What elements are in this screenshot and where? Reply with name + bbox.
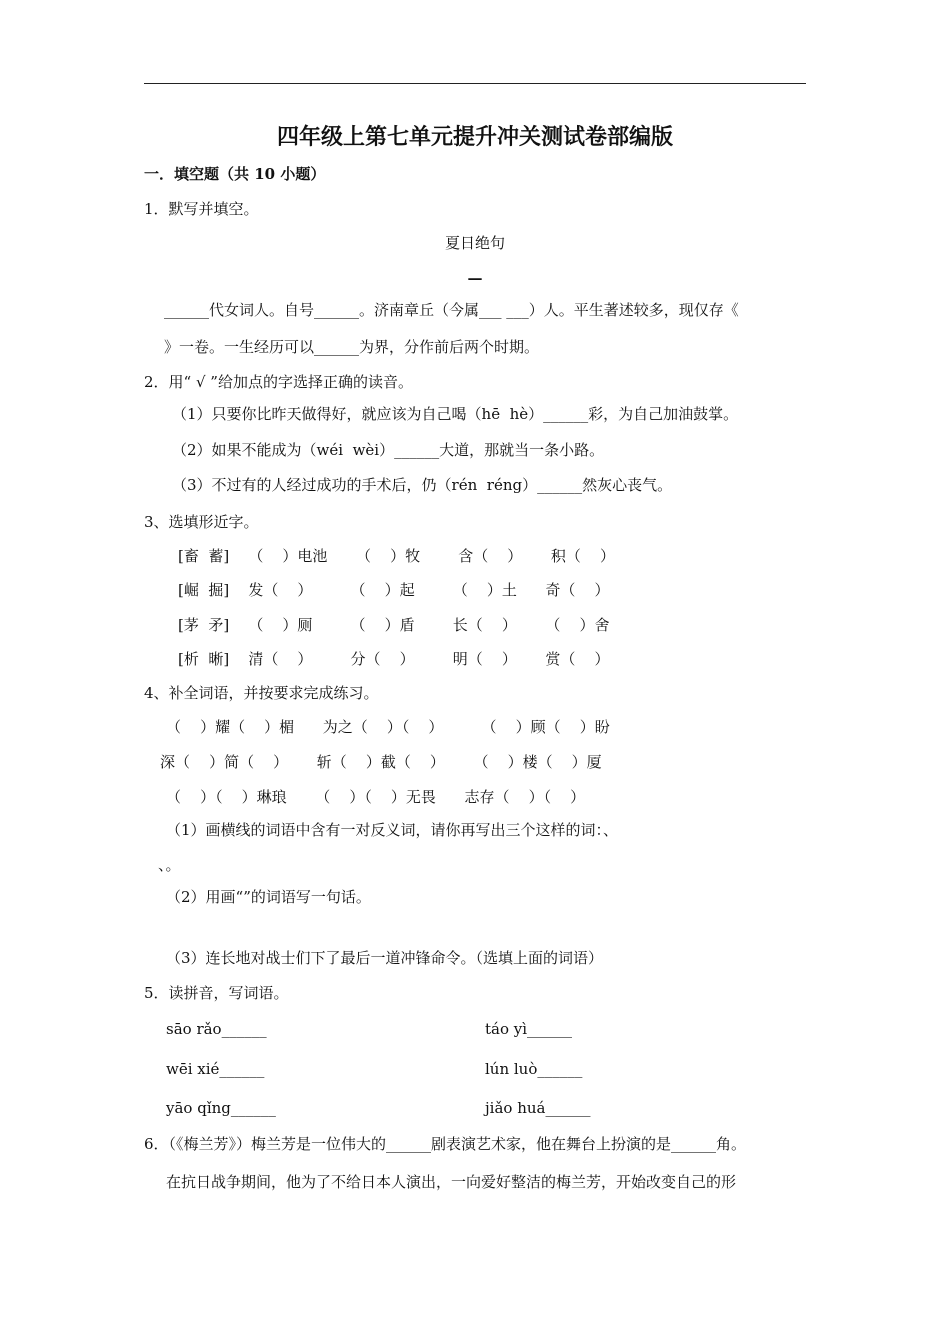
question-2-item-1: （1）只要你比昨天做得好，就应该为自己喝（hē hè）______彩，为自己加油鼓掌。 — [172, 405, 739, 423]
question-4-sub-2: （2）用画“”的词语写一句话。 — [166, 888, 371, 906]
poem-author: — — [467, 269, 483, 287]
document-title: 四年级上第七单元提升冲关测试卷部编版 — [276, 124, 673, 150]
question-2-item-3: （3）不过有的人经过成功的手术后，仍（rén réng）______然灰心丧气。 — [172, 476, 673, 494]
pinyin-item-4: lún luò______ — [485, 1060, 583, 1078]
question-4-sub-1-cont: 、。 — [158, 856, 181, 874]
pinyin-item-2: táo yì______ — [485, 1020, 573, 1038]
pinyin-item-1: sāo rǎo______ — [166, 1020, 267, 1038]
question-4-row-3: （ ）（ ）琳琅 （ ）（ ）无畏 志存（ ）（ ） — [166, 788, 586, 806]
poem-title: 夏日绝句 — [444, 234, 505, 252]
pinyin-item-3: wēi xié______ — [166, 1060, 265, 1078]
question-6-line-2: 在抗日战争期间，他为了不给日本人演出，一向爱好整洁的梅兰芳，开始改变自己的形 — [166, 1173, 737, 1191]
question-2-head: 2．用“ √ ”给加点的字选择正确的读音。 — [144, 373, 413, 391]
question-1-line-2: 》一卷。一生经历可以______为界，分作前后两个时期。 — [164, 338, 540, 356]
question-3-row-2: [崛 掘] 发（ ） （ ）起 （ ）土 奇（ ） — [178, 581, 610, 599]
question-3-row-3: [茅 矛] （ ）厕 （ ）盾 长（ ） （ ）舍 — [178, 616, 610, 634]
question-1-head: 1．默写并填空。 — [144, 200, 259, 218]
question-4-row-2: 深（ ）简（ ） 斩（ ）截（ ） （ ）楼（ ）厦 — [160, 753, 602, 771]
question-1-line-1: ______代女词人。自号______。济南章丘（今属___ ___）人。平生著述较多，现仅存《 — [164, 301, 739, 319]
pinyin-item-5: yāo qǐng______ — [166, 1099, 276, 1117]
question-4-sub-1: （1）画横线的词语中含有一对反义词，请你再写出三个这样的词：、 — [166, 821, 619, 839]
section-heading: 一．填空题（共 10 小题） — [144, 165, 326, 183]
question-3-row-1: [畜 蓄] （ ）电池 （ ）牧 含（ ） 积（ ） — [178, 547, 615, 565]
question-4-row-1: （ ）耀（ ）楣 为之（ ）（ ） （ ）顾（ ）盼 — [166, 718, 610, 736]
question-6-line-1: 6．（《梅兰芳》）梅兰芳是一位伟大的______剧表演艺术家，他在舞台上扮演的是______角。 — [144, 1135, 747, 1153]
question-3-head: 3、选填形近字。 — [144, 513, 259, 531]
header-rule — [144, 83, 806, 84]
question-3-row-4: [析 晰] 清（ ） 分（ ） 明（ ） 赏（ ） — [178, 650, 610, 668]
question-5-head: 5．读拼音，写词语。 — [144, 984, 289, 1002]
pinyin-item-6: jiǎo huá______ — [485, 1099, 591, 1117]
question-4-head: 4、补全词语，并按要求完成练习。 — [144, 684, 379, 702]
question-4-sub-3: （3）连长地对战士们下了最后一道冲锋命令。（选填上面的词语） — [166, 949, 604, 967]
question-2-item-2: （2）如果不能成为（wéi wèi）______大道，那就当一条小路。 — [172, 441, 605, 459]
